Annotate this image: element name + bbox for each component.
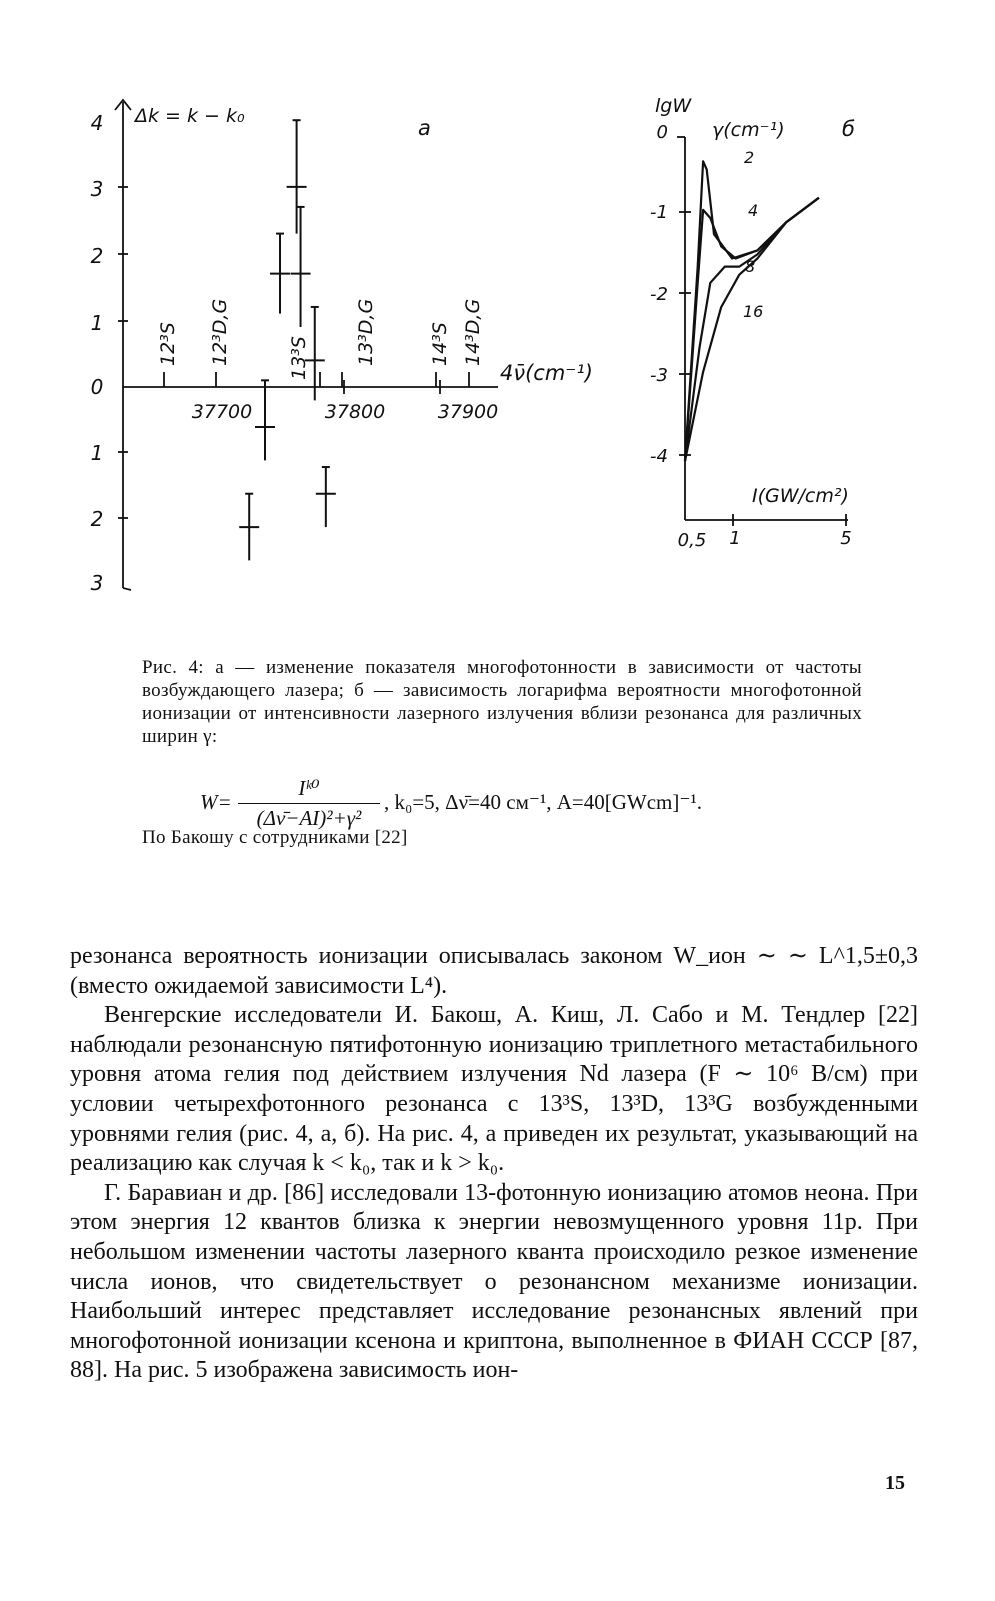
x-tick: 37900	[437, 401, 499, 423]
curve-8	[685, 198, 819, 461]
level-label: 12³D,G	[209, 298, 231, 366]
y-tick: 4	[90, 111, 104, 135]
x-tick: 5	[840, 528, 852, 549]
y-tick: 0	[656, 122, 668, 143]
figure-b-x-ticks	[678, 528, 852, 551]
figure-a-panel-label: a	[418, 116, 431, 140]
y-tick: 3	[90, 177, 104, 201]
curve-4	[685, 198, 819, 461]
formula-params: , k₀=5, Δν̄=40 см⁻¹, A=40[GWcm]⁻¹.	[384, 790, 703, 814]
y-tick: 2	[90, 244, 104, 268]
body-text	[70, 942, 918, 1386]
formula-fraction	[238, 776, 380, 831]
curve-label: 8	[745, 257, 756, 276]
paragraph: Венгерские исследователи И. Бакош, А. Киш, Л. Сабо и М. Тендлер [22] наблюдали резонансную пятифотонную ионизацию триплетного метастабильного уровня атома гелия под действием излучения Nd лазера (F ∼ 10⁶ В/см) при условии четырехфотонного резонанса с 13³S, 13³D, 13³G возбужденными уровнями гелия (рис. 4, а, б). На рис. 4, а приведен их результат, указывающий на реализацию как случая k < k₀, так и k > k₀.	[70, 1002, 918, 1177]
figure-b-y-axis-label: lgW	[655, 95, 692, 117]
y-tick: -2	[650, 284, 668, 305]
level-label: 13³D,G	[355, 298, 377, 366]
data-point-6	[316, 467, 336, 527]
figure-b-x-axis-label: I(GW/cm²)	[752, 485, 849, 507]
figure-a-x-ticks	[192, 401, 498, 423]
y-tick: 3	[90, 571, 104, 595]
curve-label: 16	[743, 302, 764, 321]
figure-a-level-labels	[157, 299, 484, 380]
figure-b-gamma-label: γ(cm⁻¹)	[712, 119, 785, 141]
x-tick: 1	[729, 528, 741, 549]
data-point-0	[239, 494, 259, 561]
data-point-4	[291, 207, 311, 327]
y-tick: 2	[90, 507, 104, 531]
figure-a-y-axis-label: Δk = k − k₀	[135, 105, 245, 127]
page-number: 15	[885, 1472, 905, 1494]
figure-credit: По Бакошу с сотрудниками [22]	[142, 827, 408, 848]
formula-lhs: W=	[200, 790, 232, 814]
y-tick: -1	[650, 202, 668, 223]
level-label: 13³S	[288, 336, 310, 380]
figure-b-panel-label: б	[842, 117, 855, 141]
data-point-2	[270, 234, 290, 314]
data-point-3	[287, 120, 307, 233]
y-tick: 1	[90, 311, 104, 335]
data-point-1	[255, 380, 275, 460]
figure-b-curve-labels	[743, 148, 763, 321]
curve-16	[685, 198, 819, 461]
y-tick: 0	[90, 375, 104, 399]
y-tick: -4	[650, 446, 668, 467]
formula-numerator: Iᵏ⁰	[238, 776, 380, 804]
curve-label: 4	[748, 201, 759, 220]
paragraph: Г. Баравиан и др. [86] исследовали 13-фотонную ионизацию атомов неона. При этом энергия 12 квантов близка к энергии невозмущенного уровня 11p. При небольшом изменении частоты лазерного кванта происходило резкое изменение числа ионов, что свидетельствует о резонансном механизме ионизации. Наибольший интерес представляет исследование резонансных явлений при многофотонной ионизации ксенона и криптона, выполненное в ФИАН СССР [87, 88]. На рис. 5 изображена зависимость ион-	[70, 1179, 918, 1384]
figure-b-y-ticks	[650, 122, 668, 467]
level-label: 14³D,G	[462, 298, 484, 366]
formula-denominator: (Δν̄−AI)²+γ²	[256, 806, 362, 830]
y-tick: 1	[90, 441, 104, 465]
paragraph: резонанса вероятность ионизации описывалась законом W_ион ∼ ∼ L^1,5±0,3 (вместо ожидаемой зависимости L⁴).	[70, 943, 918, 999]
x-tick: 37700	[191, 401, 253, 423]
x-tick: 37800	[324, 401, 386, 423]
level-label: 12³S	[157, 322, 179, 366]
figure-a-x-axis-label: 4ν̄(cm⁻¹)	[500, 361, 593, 385]
curve-label: 2	[744, 148, 755, 167]
level-label: 14³S	[429, 322, 451, 366]
y-tick: -3	[650, 365, 668, 386]
figure-a-y-ticks	[91, 111, 104, 595]
x-tick: 0,5	[677, 530, 707, 551]
figure-caption: Рис. 4: а — изменение показателя многофотонности в зависимости от частоты возбуждающего лазера; б — зависимость логарифма вероятности многофотонной ионизации от интенсивности лазерного излучения вблизи резонанса для различных ширин γ:	[142, 657, 862, 747]
